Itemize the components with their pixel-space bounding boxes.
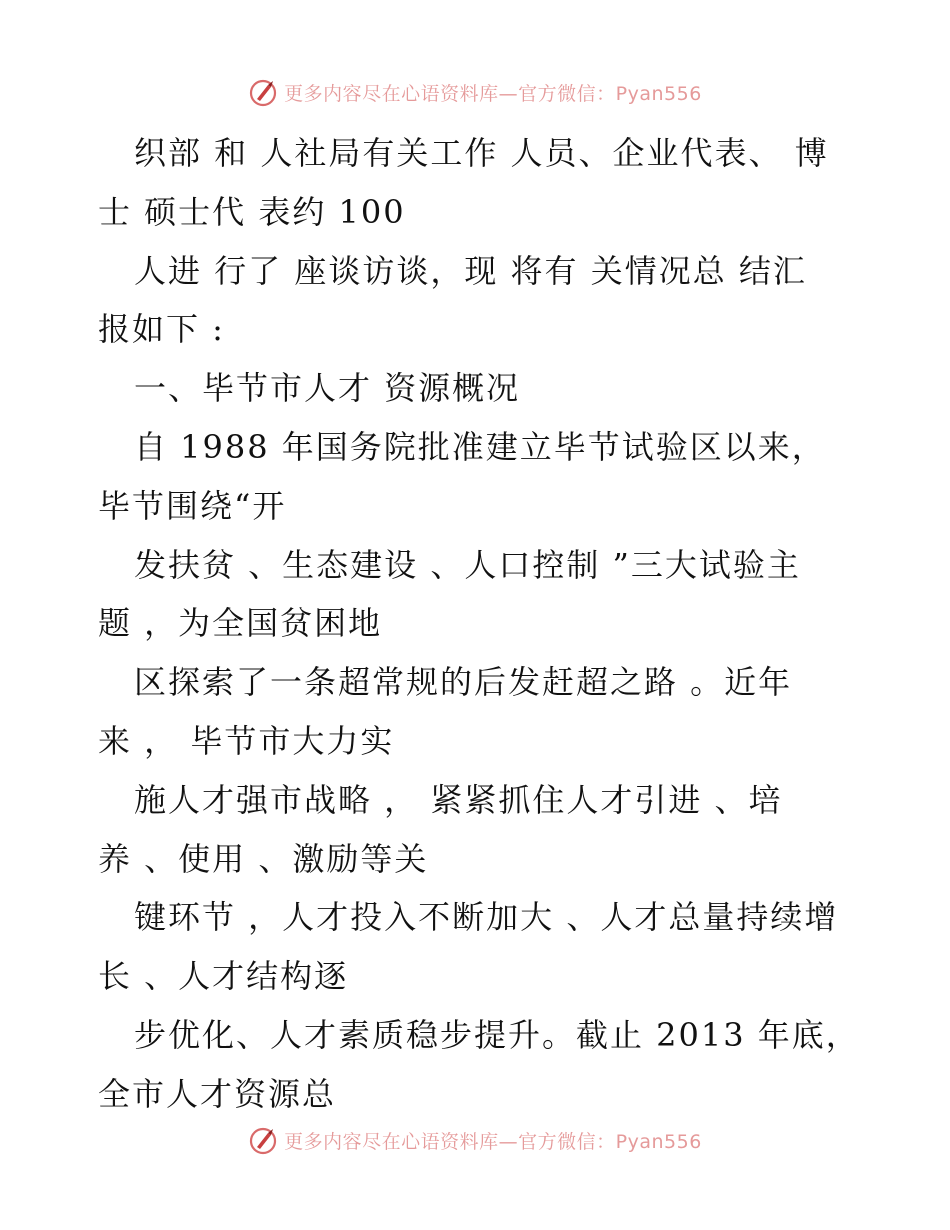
quill-pen-seal-icon	[248, 77, 278, 107]
text-line: 题 ，为全国贫困地	[98, 604, 383, 643]
text-line: 人进 行了 座谈访谈，现 将有 关情况总 结汇	[134, 251, 807, 290]
header-watermark	[0, 72, 950, 112]
watermark-text: 更多内容尽在心语资料库—官方微信：Pyan556	[284, 82, 702, 105]
text-line: 区探索了一条超常规的后发赶超之路 。近年	[134, 663, 793, 702]
footer-watermark	[0, 1120, 950, 1160]
text-line: 步优化、人才素质稳步提升。截止 2013 年底，	[134, 1015, 860, 1054]
text-line: 养 、使用 、激励等关	[98, 839, 429, 878]
text-line: 发扶贫 、生态建设 、人口控制 ”三大试验主	[134, 545, 801, 584]
text-line: 报如下 :	[98, 310, 225, 349]
text-line: 毕节围绕“开	[98, 486, 287, 525]
text-line: 长 、人才结构逐	[98, 957, 349, 996]
text-line: 全市人才资源总	[98, 1074, 337, 1113]
text-line: 自 1988 年国务院批准建立毕节试验区以来，	[134, 427, 826, 466]
document-body	[98, 124, 858, 1124]
text-line: 施人才强市战略 ， 紧紧抓住人才引进 、培	[134, 780, 783, 819]
text-line: 来 ， 毕节市大力实	[98, 721, 395, 760]
text-line: 士 硕士代 表约 100	[98, 192, 406, 231]
text-line: 织部 和 人社局有关工作 人员、企业代表、 博	[134, 134, 829, 172]
text-line: 键环节 ，人才投入不断加大 、人才总量持续增	[134, 898, 839, 937]
section-heading: 一、毕节市人才 资源概况	[134, 369, 521, 408]
quill-pen-seal-icon	[248, 1125, 278, 1155]
watermark-text: 更多内容尽在心语资料库—官方微信：Pyan556	[284, 1130, 702, 1153]
